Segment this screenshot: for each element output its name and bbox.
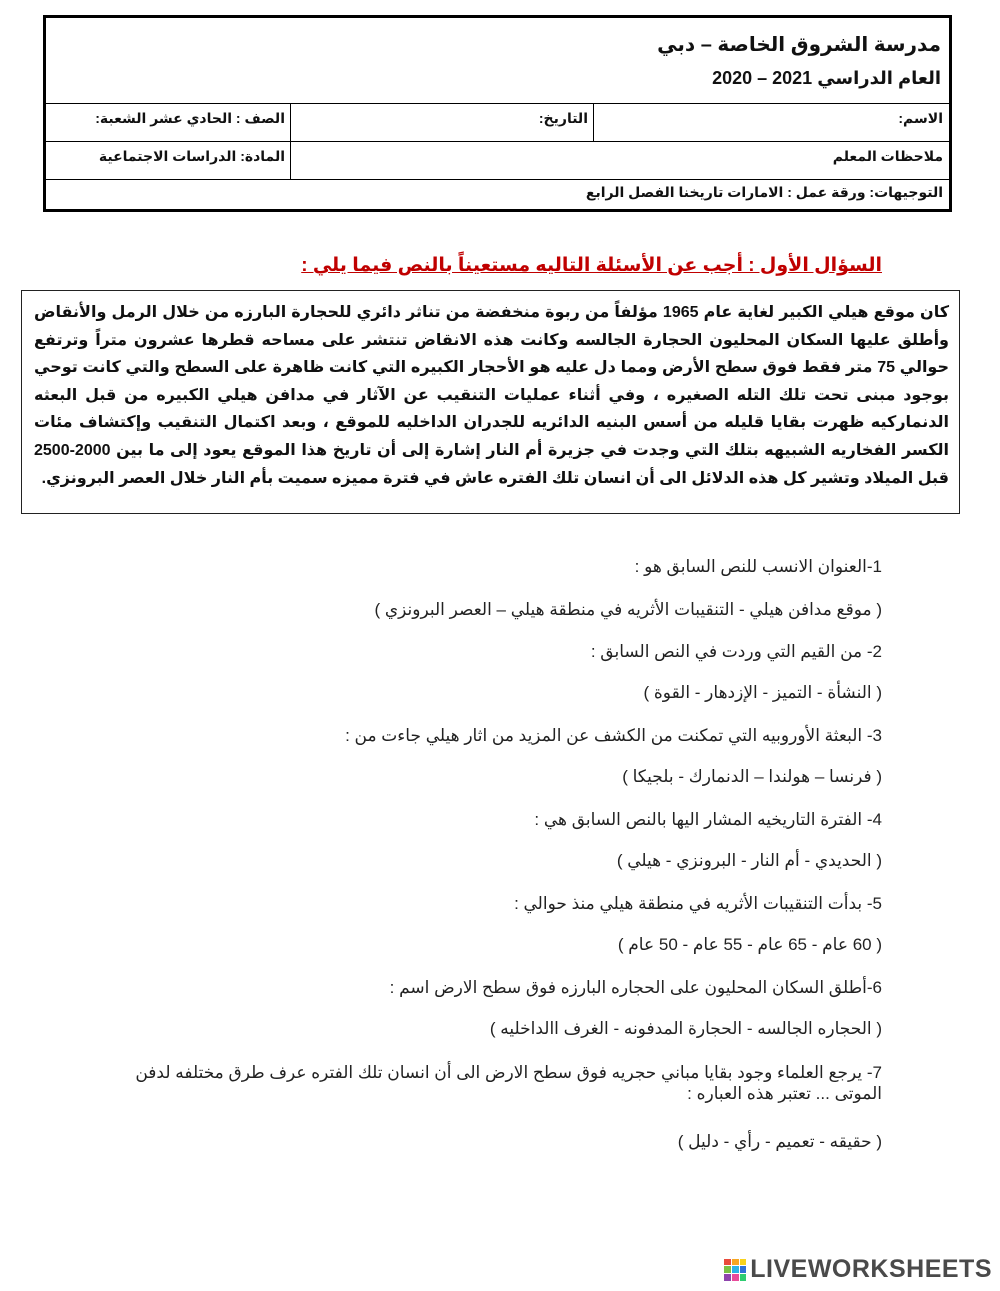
- teacher-notes-label: ملاحظات المعلم: [832, 148, 943, 164]
- question-6: 6-أطلق السكان المحليون على الحجاره البارزه فوق سطح الارض اسم :: [389, 978, 882, 997]
- answer-options-2[interactable]: ( النشأة - التميز - الإزدهار - القوة ): [643, 683, 882, 702]
- answer-options-4[interactable]: ( الحديدي - أم النار - البرونزي - هيلي ): [616, 851, 882, 870]
- liveworksheets-logo[interactable]: [724, 1255, 992, 1284]
- question-1: 1-العنوان الانسب للنص السابق هو :: [634, 557, 882, 576]
- name-cell[interactable]: [594, 104, 949, 142]
- grade-cell: [46, 104, 291, 142]
- subject-cell: [46, 142, 291, 180]
- instructions-label: التوجيهات: ورقة عمل : الامارات تاريخنا الفصل الرابع: [585, 184, 943, 200]
- liveworksheets-logo-text: LIVEWORKSHEETS: [750, 1255, 992, 1283]
- reading-passage: كان موقع هيلي الكبير لغاية عام 1965 مؤلفاً من ربوة منخفضة من تناثر دائري للحجارة البارزه من خلال الرمل والأنقاض وأطلق عليها السكان المحليون الحجارة الجالسه وكانت هذه الانقاض تنتشر على مساحه قطرها عشرون متراً وترتفع حوالي 75 متر فقط فوق سطح الأرض ومما دل عليه هو الأحجار الكبيره التي كانت ظاهرة على السطح والتي كانت توحي بوجود مبنى تحت تلك التله الصغيره ، وفي أثناء عمليات التنقيب عن الآثار في مدافن هيلي الكبيره من قبل البعثه الدنماركيه ظهرت بقايا قليله من أسس البنيه الدائريه للجدران الداخليه للموقع ، وبعد اكتمال التنقيب وإكتشاف مئات الكسر الفخاريه الشبيهه بتلك التي وجدت في جزيرة أم النار إشارة إلى أن تاريخ هذا الموقع يعود إلى ما بين 2000-2500 قبل الميلاد وتشير كل هذه الدلائل الى أن انسان تلك الفتره عاش في فترة مميزه سميت بأم النار خلال العصر البرونزي.: [21, 290, 960, 514]
- grade-label: الصف : الحادي عشر الشعبة:: [95, 110, 285, 126]
- date-label: التاريخ:: [538, 110, 588, 126]
- worksheet-header: [43, 15, 952, 212]
- header-row-notes: [46, 141, 949, 180]
- school-name: مدرسة الشروق الخاصة – دبي: [657, 34, 941, 56]
- question-4: 4- الفترة التاريخيه المشار اليها بالنص السابق هي :: [534, 810, 882, 829]
- question-heading: السؤال الأول : أجب عن الأسئلة التاليه مستعيناً بالنص فيما يلي :: [301, 255, 882, 276]
- liveworksheets-logo-icon: [724, 1259, 746, 1281]
- question-5: 5- بدأت التنقيبات الأثريه في منطقة هيلي منذ حوالي :: [514, 894, 882, 913]
- question-7: 7- يرجع العلماء وجود بقايا مباني حجريه فوق سطح الارض الى أن انسان تلك الفتره عرف طرق مختلفه لدفن الموتى ... تعتبر هذه العباره :: [135, 1063, 882, 1103]
- header-row-name: [46, 103, 949, 142]
- name-label: الاسم:: [898, 110, 943, 126]
- answer-options-6[interactable]: ( الحجاره الجالسه - الحجارة المدفونه - الغرف االداخليه ): [489, 1019, 882, 1038]
- answer-options-3[interactable]: ( فرنسا – هولندا – الدنمارك - بلجيكا ): [622, 767, 882, 786]
- header-row-instructions: [46, 179, 949, 210]
- subject-label: المادة: الدراسات الاجتماعية: [98, 148, 285, 164]
- date-cell[interactable]: [291, 104, 594, 142]
- answer-options-5[interactable]: ( 60 عام - 65 عام - 55 عام - 50 عام ): [617, 935, 882, 954]
- question-3: 3- البعثة الأوروبيه التي تمكنت من الكشف عن المزيد من اثار هيلي جاءت من :: [345, 726, 882, 745]
- academic-year: العام الدراسي 2021 – 2020: [712, 68, 941, 88]
- answer-options-1[interactable]: ( موقع مدافن هيلي - التنقيبات الأثريه في منطقة هيلي – العصر البرونزي ): [374, 600, 882, 619]
- teacher-notes-cell: [291, 142, 949, 180]
- answer-options-7[interactable]: ( حقيقه - تعميم - رأي - دليل ): [677, 1132, 882, 1151]
- question-2: 2- من القيم التي وردت في النص السابق :: [590, 642, 882, 661]
